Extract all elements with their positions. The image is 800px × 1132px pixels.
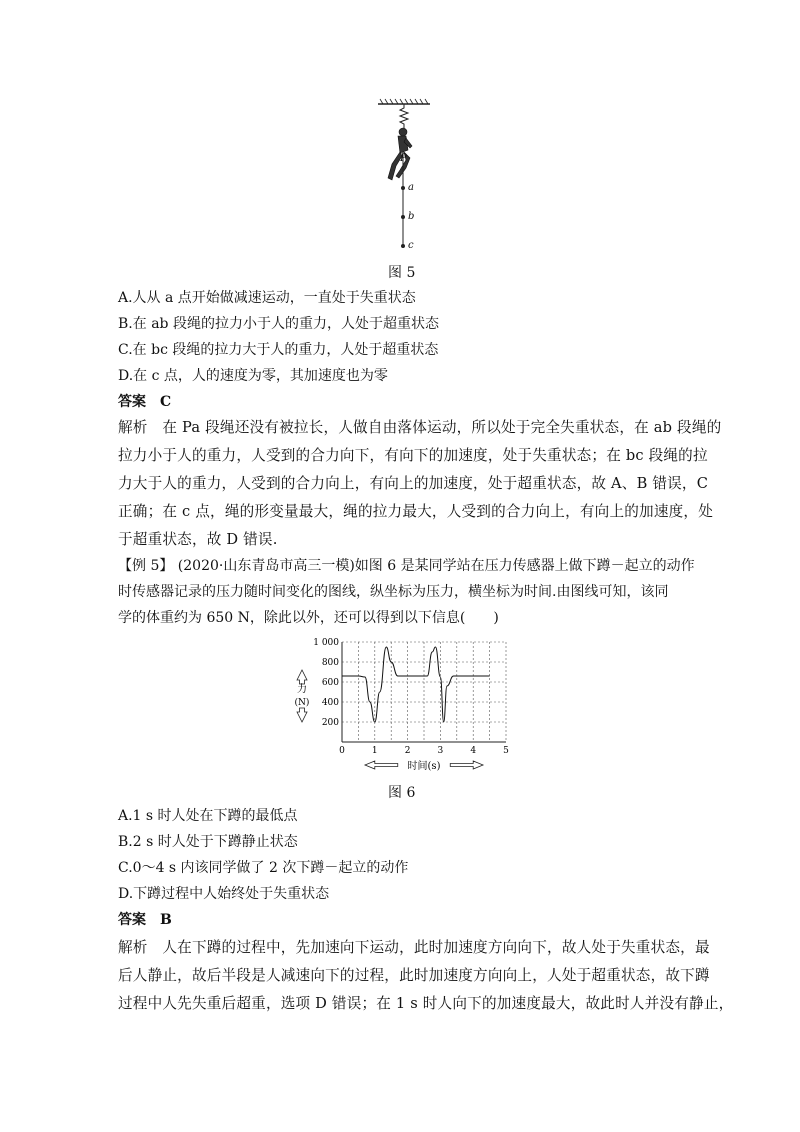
y-axis-unit: (N)	[294, 698, 310, 708]
x-tick-label: 1	[371, 746, 378, 756]
q2-option-a: A.1 s 时人处在下蹲的最低点	[118, 808, 298, 824]
arrow-up-icon	[297, 670, 307, 684]
y-tick-label: 400	[321, 698, 339, 708]
x-tick-label: 0	[339, 746, 345, 756]
y-tick-label: 200	[321, 718, 339, 728]
example5-line: 时传感器记录的压力随时间变化的图线，纵坐标为压力，横坐标为时间.由图线可知，该同	[118, 584, 669, 600]
y-tick-label: 600	[321, 678, 339, 688]
example5-line: 学的体重约为 650 N，除此以外，还可以得到以下信息( )	[118, 610, 499, 626]
y-tick-label: 800	[321, 658, 339, 668]
ceiling-icon	[378, 99, 430, 104]
q2-option-b: B.2 s 时人处于下蹲静止状态	[118, 834, 298, 850]
q1-answer: 答案 C	[118, 394, 172, 410]
arrow-left-icon	[365, 761, 398, 769]
y-tick-label: 1 000	[313, 638, 339, 648]
arrow-down-icon	[297, 708, 307, 722]
label-c: c	[408, 240, 414, 251]
arrow-right-icon	[450, 761, 483, 769]
q1-option-c: C.在 bc 段绳的拉力大于人的重力，人处于超重状态	[118, 342, 439, 358]
example5-line: 【例 5】 (2020·山东青岛市高三一模)如图 6 是某同学站在压力传感器上做下蹲－起立的动作	[118, 558, 695, 574]
label-b: b	[408, 211, 415, 222]
x-tick-label: 2	[404, 746, 411, 756]
q1-analysis-line: 拉力小于人的重力，人受到的合力向下，有向下的加速度，处于失重状态；在 bc 段绳的拉	[118, 447, 708, 464]
q2-option-d: D.下蹲过程中人始终处于失重状态	[118, 886, 330, 902]
x-tick-label: 4	[470, 746, 477, 756]
figure-5-caption: 图 5	[388, 265, 416, 281]
q1-option-a: A.人从 a 点开始做减速运动，一直处于失重状态	[118, 290, 416, 306]
label-a: a	[408, 182, 414, 193]
q1-analysis-line: 于超重状态，故 D 错误.	[118, 531, 278, 548]
q2-option-c: C.0～4 s 内该同学做了 2 次下蹲－起立的动作	[118, 860, 409, 876]
q1-analysis-line: 解析 在 Pa 段绳还没有被拉长，人做自由落体运动，所以处于完全失重状态，在 ab 段绳的	[118, 419, 722, 436]
figure-5-illustration	[370, 98, 440, 258]
q2-answer: 答案 B	[118, 912, 172, 928]
q1-analysis-line: 力大于人的重力，人受到的合力向上，有向上的加速度，处于超重状态，故 A、B 错误，C	[118, 475, 709, 492]
q2-analysis-line: 过程中人先失重后超重，选项 D 错误；在 1 s 时人向下的加速度最大，故此时人并没有静止，	[118, 995, 734, 1012]
x-tick-label: 5	[503, 746, 509, 756]
q1-option-d: D.在 c 点，人的速度为零，其加速度也为零	[118, 368, 388, 384]
q2-analysis-line: 后人静止，故后半段是人减速向下的过程，此时加速度方向向上，人处于超重状态，故下蹲	[118, 967, 710, 984]
y-axis-label: 力	[297, 684, 307, 695]
force-series-line	[342, 647, 490, 722]
x-tick-label: 3	[437, 746, 444, 756]
figure-6-chart	[280, 632, 520, 772]
spring-icon	[400, 104, 408, 128]
q1-analysis-line: 正确；在 c 点，绳的形变量最大，绳的拉力最大，人受到的合力向上，有向上的加速度，处	[118, 503, 714, 520]
x-axis-label: 时间(s)	[407, 761, 441, 772]
q1-option-b: B.在 ab 段绳的拉力小于人的重力，人处于超重状态	[118, 316, 439, 332]
label-p: P	[400, 153, 407, 164]
figure-6-caption: 图 6	[388, 785, 416, 801]
q2-analysis-line: 解析 人在下蹲的过程中，先加速向下运动，此时加速度方向向下，故人处于失重状态，最	[118, 939, 710, 956]
